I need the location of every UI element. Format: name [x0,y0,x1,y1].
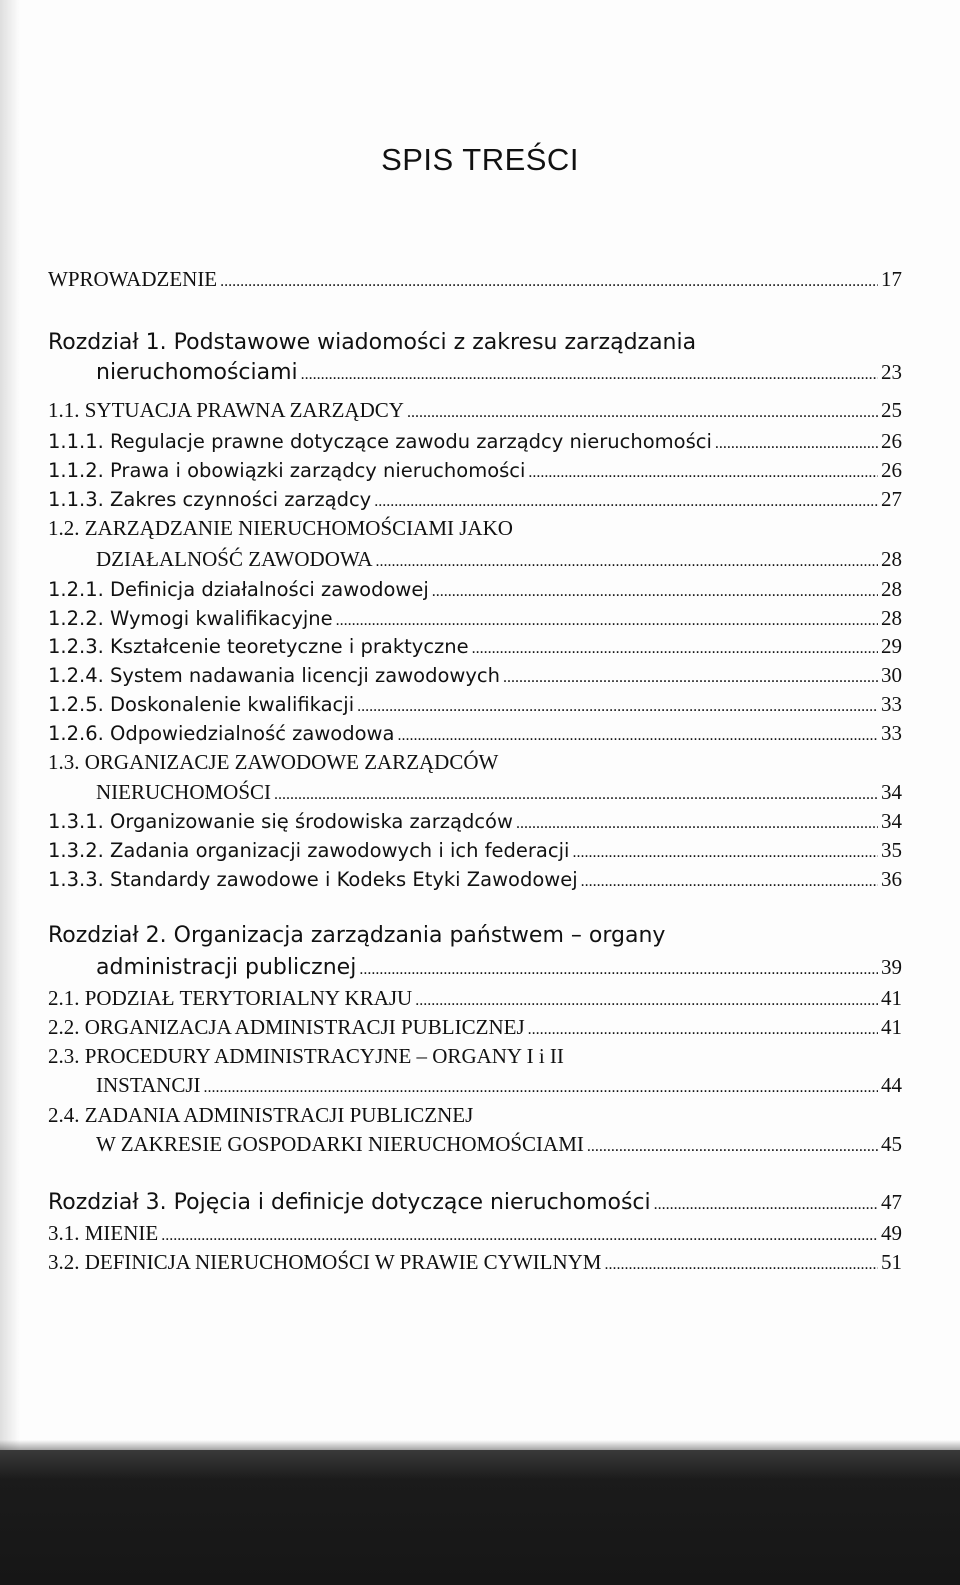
dot-leader [336,607,878,635]
toc-entry-text: administracji publicznej [96,955,357,980]
toc-entry-text: 3.1. MIENIE [48,1221,159,1245]
toc-entry-page: 36 [881,867,902,891]
toc-entry [48,748,902,776]
toc-entry [48,807,902,835]
toc-entry-page: 33 [881,692,902,716]
dot-leader [376,548,878,576]
toc-entry-text: 1.1.1. Regulacje prawne dotyczące zawodu zarządcy nieruchomości [48,430,712,453]
toc-entry-page: 25 [881,398,902,422]
toc-entry-page: 30 [881,663,902,687]
toc-entry-page: 35 [881,838,902,862]
toc-entry-text: 3.2. DEFINICJA NIERUCHOMOŚCI W PRAWIE CYWILNYM [48,1250,602,1274]
toc-entry-text: Rozdział 3. Pojęcia i definicje dotyczące nieruchomości [48,1190,651,1215]
toc-entry [48,604,902,632]
dot-leader [503,664,878,692]
dot-leader [407,399,878,427]
toc-chapter-heading [48,922,902,950]
toc-entry [96,778,902,806]
toc-entry-page: 41 [881,1015,902,1039]
toc-entry [48,719,902,747]
dot-leader [472,635,878,663]
dot-leader [528,1016,878,1044]
toc-entry-page: 41 [881,986,902,1010]
dot-leader [528,459,878,487]
toc-entry-page: 26 [881,458,902,482]
toc-entry-text: 1.3. ORGANIZACJE ZAWODOWE ZARZĄDCÓW [48,750,499,774]
toc-entry [48,514,902,542]
toc-entry-text: Rozdział 2. Organizacja zarządzania państwem – organy [48,923,666,948]
toc-entry-text: 1.1.2. Prawa i obowiązki zarządcy nieruchomości [48,459,526,482]
toc-entry-page: 29 [881,634,902,658]
toc-entry-page: 28 [881,606,902,630]
dot-leader [374,488,878,516]
dot-leader [572,839,878,867]
toc-entry-text: 1.2.3. Kształcenie teoretyczne i praktyczne [48,635,469,658]
toc-entry-page: 17 [881,267,902,291]
dot-leader [516,810,878,838]
toc-entry [96,1071,902,1099]
toc-entry-text: 1.3.2. Zadania organizacji zawodowych i ich federacji [48,839,570,862]
dot-leader [220,268,878,296]
toc-entry-text: 1.2.4. System nadawania licencji zawodowych [48,664,500,687]
toc-entry [48,1101,902,1129]
page-title: SPIS TREŚCI [381,142,579,177]
toc-entry-text: WPROWADZENIE [48,267,218,291]
toc-entry-text: 2.3. PROCEDURY ADMINISTRACYJNE – ORGANY I i II [48,1044,564,1068]
dot-leader [432,578,878,606]
toc-entry-text: 1.2.5. Doskonalenie kwalifikacji [48,693,355,716]
dot-leader [274,781,878,809]
toc-entry-text: 2.1. PODZIAŁ TERYTORIALNY KRAJU [48,986,413,1010]
toc-entry [48,575,902,603]
page-gutter-shadow [0,0,20,1450]
toc-entry [48,1013,902,1041]
toc-entry-page: 44 [881,1073,902,1097]
toc-entry [48,690,902,718]
dot-leader [204,1074,879,1102]
toc-entry-text: 1.2.1. Definicja działalności zawodowej [48,578,429,601]
toc-entry [96,358,902,386]
toc-entry [48,865,902,893]
dot-leader [715,430,878,458]
toc-entry-page: 49 [881,1221,902,1245]
toc-entry-page: 28 [881,547,902,571]
dot-leader [415,987,878,1015]
toc-chapter-heading [48,1188,902,1216]
toc-entry-text: DZIAŁALNOŚĆ ZAWODOWA [96,547,373,571]
toc-entry [48,396,902,424]
toc-entry-page: 33 [881,721,902,745]
dot-leader [581,868,878,896]
toc-entry-page: 26 [881,429,902,453]
toc-entry-text: 1.2.2. Wymogi kwalifikacyjne [48,607,333,630]
toc-entry-page: 34 [881,809,902,833]
toc-entry-page: 27 [881,487,902,511]
toc-entry-text: NIERUCHOMOŚCI [96,780,272,804]
toc-entry-text: 1.1.3. Zakres czynności zarządcy [48,488,372,511]
toc-entry-page: 23 [881,360,902,384]
toc-entry [48,456,902,484]
toc-entry-text: Rozdział 1. Podstawowe wiadomości z zakresu zarządzania [48,330,697,355]
toc-entry [48,1219,902,1247]
toc-entry-page: 34 [881,780,902,804]
toc-entry-text: 1.2.6. Odpowiedzialność zawodowa [48,722,395,745]
dot-leader [604,1251,878,1279]
dot-leader [587,1133,878,1161]
toc-entry [48,984,902,1012]
toc-entry-text: 1.1. SYTUACJA PRAWNA ZARZĄDCY [48,398,404,422]
toc-entry-text: INSTANCJI [96,1073,201,1097]
toc-entry-text: 1.3.1. Organizowanie się środowiska zarządców [48,810,513,833]
toc-entry-page: 51 [881,1250,902,1274]
toc-entry-page: 47 [881,1190,902,1214]
dot-leader [654,1191,878,1219]
scan-bottom-shadow [0,1450,960,1585]
dot-leader [161,1222,878,1250]
dot-leader [359,956,878,984]
toc-entry-text: W ZAKRESIE GOSPODARKI NIERUCHOMOŚCIAMI [96,1132,584,1156]
toc-chapter-heading [48,329,902,357]
dot-leader [397,722,878,750]
toc-entry-text: 2.2. ORGANIZACJA ADMINISTRACJI PUBLICZNEJ [48,1015,525,1039]
toc-entry [96,953,902,981]
toc-entry-text: 1.2. ZARZĄDZANIE NIERUCHOMOŚCIAMI JAKO [48,516,513,540]
toc-entry [96,545,902,573]
toc-entry [48,427,902,455]
toc-entry [48,632,902,660]
toc-entry-text: 1.3.3. Standardy zawodowe i Kodeks Etyki Zawodowej [48,868,578,891]
toc-entry [48,836,902,864]
toc-entry-page: 39 [881,955,902,979]
toc-entry [96,1130,902,1158]
toc-entry-page: 45 [881,1132,902,1156]
toc-entry [48,661,902,689]
dot-leader [357,693,878,721]
toc-entry [48,1042,902,1070]
toc-entry [48,485,902,513]
dot-leader [301,361,878,389]
toc-entry-page: 28 [881,577,902,601]
toc-entry [48,265,902,293]
toc-entry-text: nieruchomościami [96,360,298,385]
toc-entry [48,1248,902,1276]
toc-entry-text: 2.4. ZADANIA ADMINISTRACJI PUBLICZNEJ [48,1103,474,1127]
